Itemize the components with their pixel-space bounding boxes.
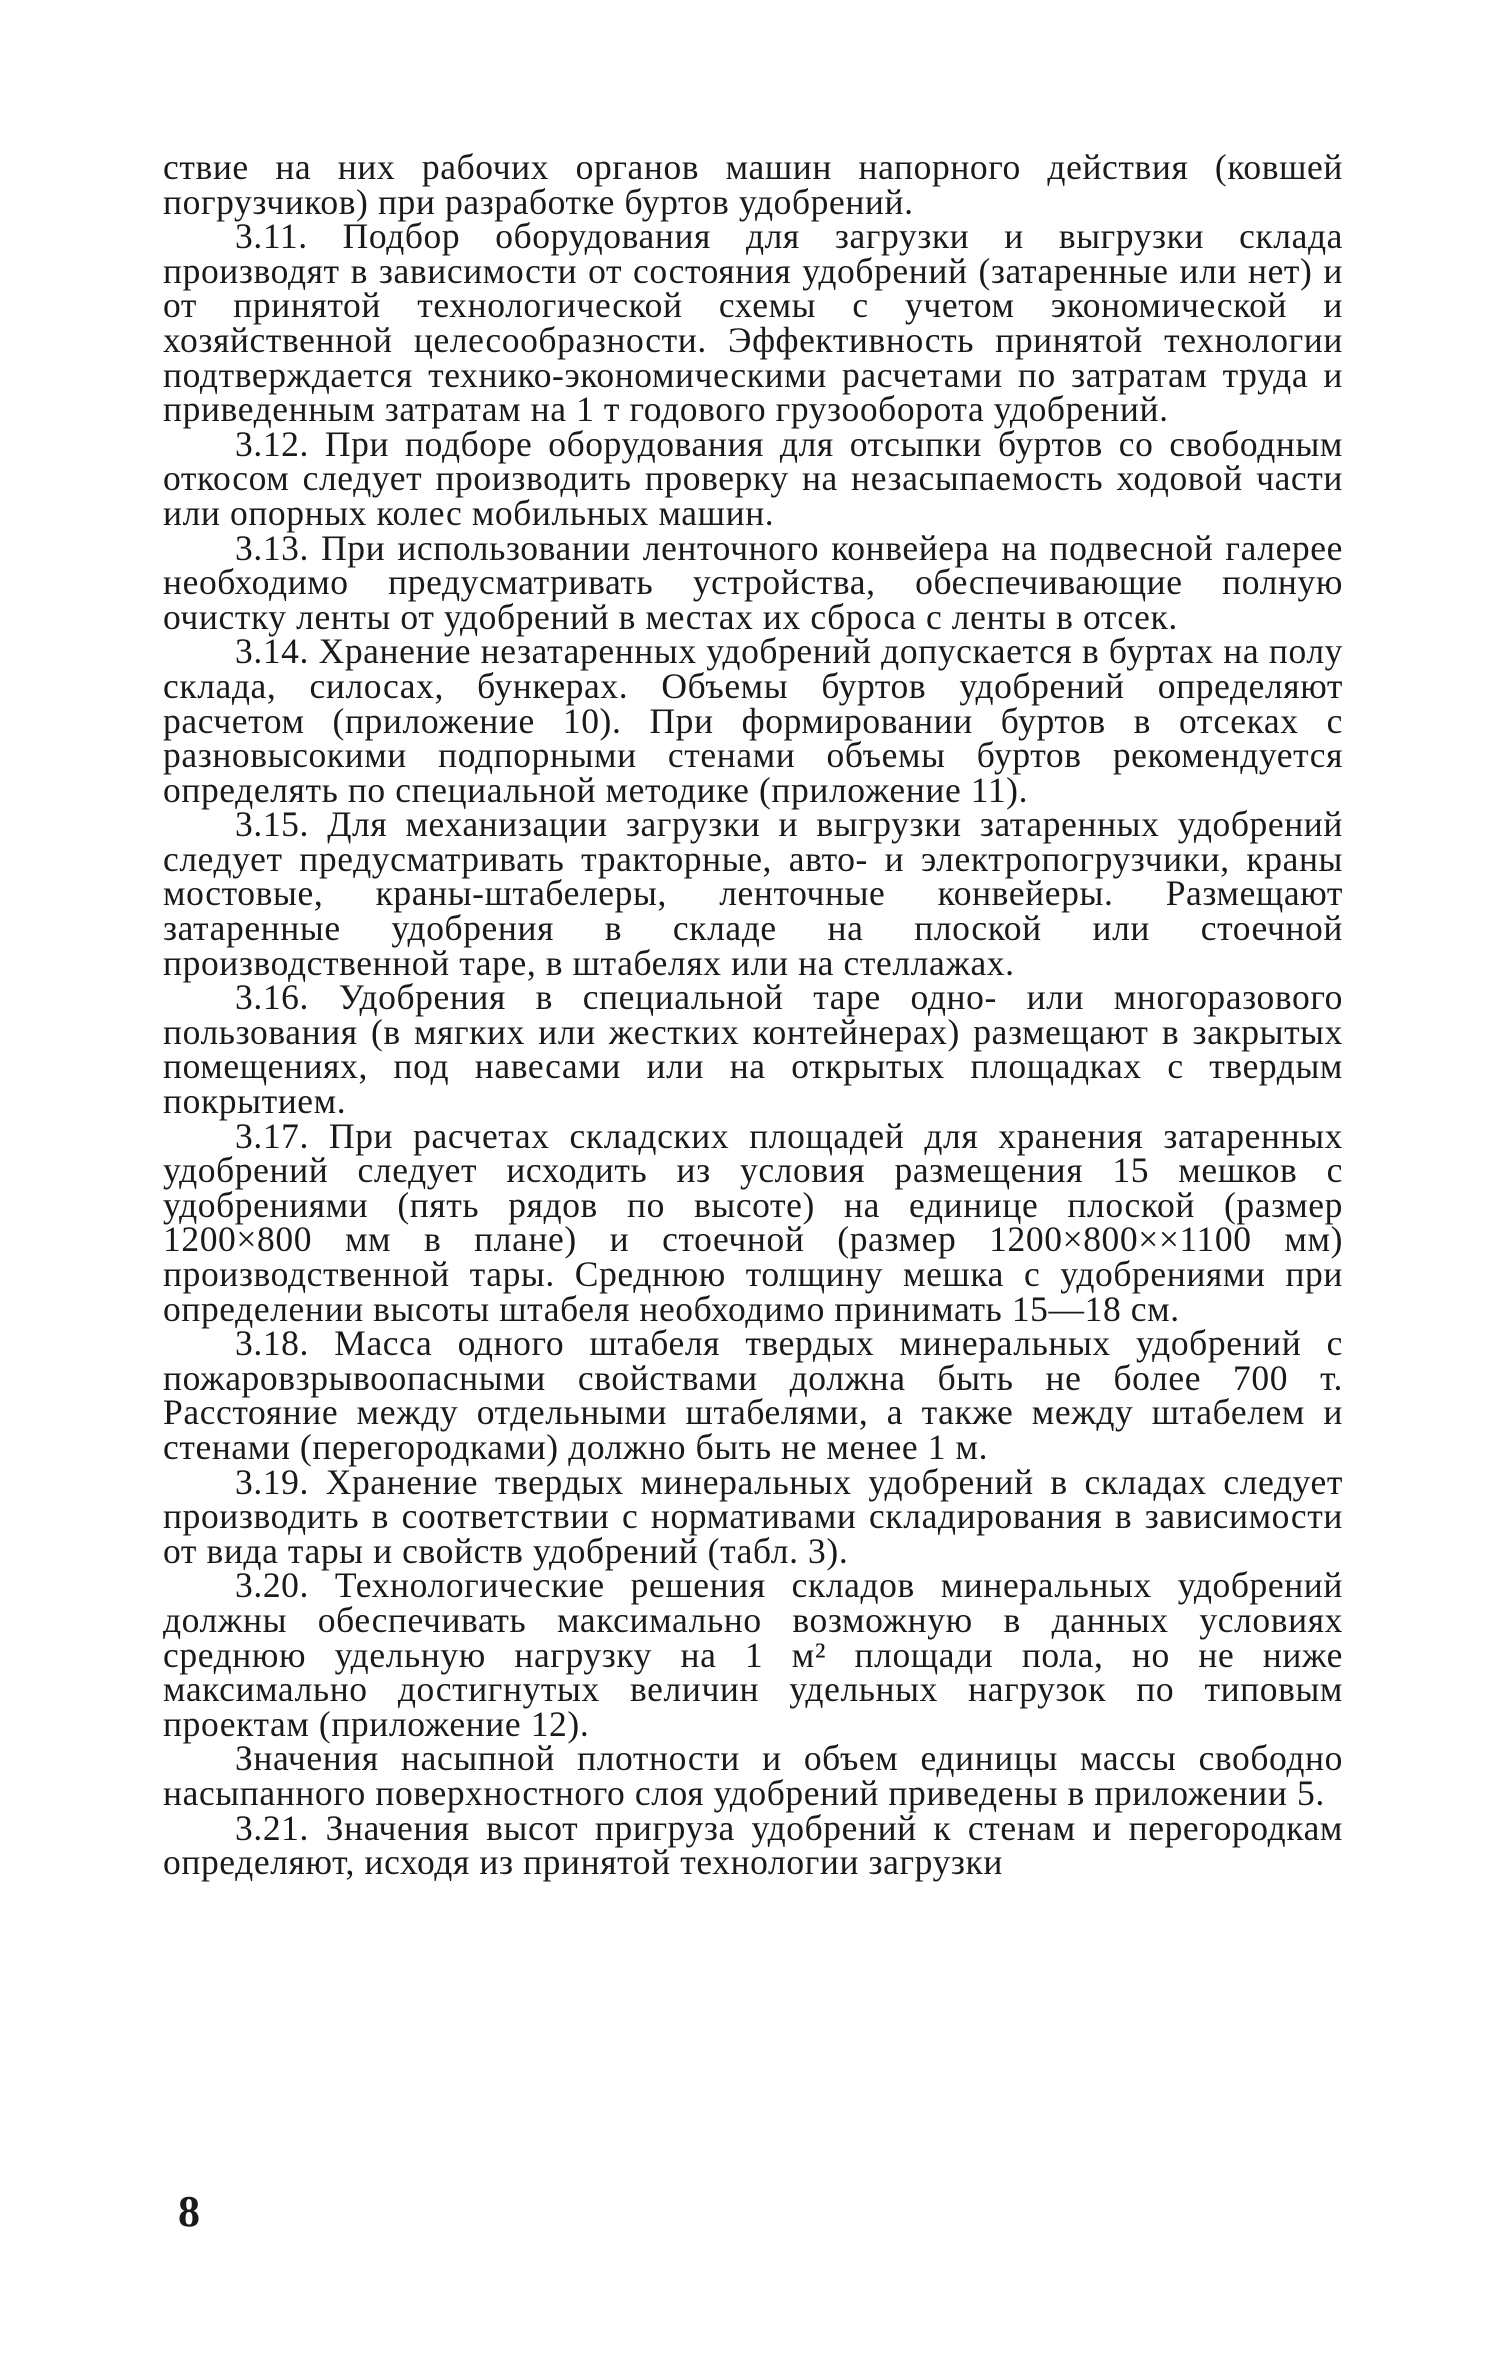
paragraph-density-note: Значения насыпной плотности и объем единицы массы свободно насыпанного поверхностного слоя удобрений приведены в приложении 5. xyxy=(163,1738,1343,1813)
paragraph-3-19: 3.19. Хранение твердых минеральных удобрений в складах следует производить в соответствии с нормативами складирования в зависимости от вида тары и свойств удобрений (табл. 3). xyxy=(163,1461,1343,1571)
paragraph-3-13: 3.13. При использовании ленточного конвейера на подвесной галерее необходимо предусматривать устройства, обеспечивающие полную очистку ленты от удобрений в местах их сброса с ленты в отсек. xyxy=(163,527,1343,637)
paragraph-3-20: 3.20. Технологические решения складов минеральных удобрений должны обеспечивать максимально возможную в данных условиях среднюю удельную нагрузку на 1 м² площади пола, но не ниже максимально достигнутых величин удельных нагрузок по типовым проектам (приложение 12). xyxy=(163,1565,1343,1744)
paragraph-3-17: 3.17. При расчетах складских площадей для хранения затаренных удобрений следует исходить из условия размещения 15 мешков с удобрениями (пять рядов по высоте) на единице плоской (размер 1200×800 мм в плане) и стоечной (размер 1200×800××1100 мм) производственной тары. Среднюю толщину мешка с удобрениями при определении высоты штабеля необходимо принимать 15—18 см. xyxy=(163,1115,1343,1329)
paragraph-3-12: 3.12. При подборе оборудования для отсыпки буртов со свободным откосом следует производить проверку на незасыпаемость ходовой части или опорных колес мобильных машин. xyxy=(163,423,1343,533)
paragraph-continuation: ствие на них рабочих органов машин напорного действия (ковшей погрузчиков) при разработке буртов удобрений. xyxy=(163,147,1343,222)
paragraph-3-21: 3.21. Значения высот пригруза удобрений к стенам и перегородкам определяют, исходя из принятой технологии загрузки xyxy=(163,1807,1343,1883)
paragraph-3-15: 3.15. Для механизации загрузки и выгрузки затаренных удобрений следует предусматривать тракторные, авто- и электропогрузчики, краны мостовые, краны-штабелеры, ленточные конвейеры. Размещают затаренные удобрения в складе на плоской или стоечной производственной таре, в штабелях или на стеллажах. xyxy=(163,804,1343,983)
paragraph-3-16: 3.16. Удобрения в специальной таре одно- или многоразового пользования (в мягких или жестких контейнерах) размещают в закрытых помещениях, под навесами или на открытых площадках с твердым покрытием. xyxy=(163,977,1343,1122)
paragraph-3-11: 3.11. Подбор оборудования для загрузки и выгрузки склада производят в зависимости от состояния удобрений (затаренные или нет) и от принятой технологической схемы с учетом экономической и хозяйственной целесообразности. Эффективность принятой технологии подтверждается технико-экономическими расчетами по затратам труда и приведенным затратам на 1 т годового грузооборота удобрений. xyxy=(163,216,1343,430)
page-text-body xyxy=(163,147,1343,1883)
paragraph-3-18: 3.18. Масса одного штабеля твердых минеральных удобрений с пожаровзрывоопасными свойствами должна быть не более 700 т. Расстояние между отдельными штабелями, а также между штабелем и стенами (перегородками) должно быть не менее 1 м. xyxy=(163,1323,1343,1467)
page-number: 8 xyxy=(178,2187,200,2236)
paragraph-3-14: 3.14. Хранение незатаренных удобрений допускается в буртах на полу склада, силосах, бункерах. Объемы буртов удобрений определяют расчетом (приложение 10). При формировании буртов в отсеках с разновысокими подпорными стенами объемы буртов рекомендуется определять по специальной методике (приложение 11). xyxy=(163,631,1343,810)
